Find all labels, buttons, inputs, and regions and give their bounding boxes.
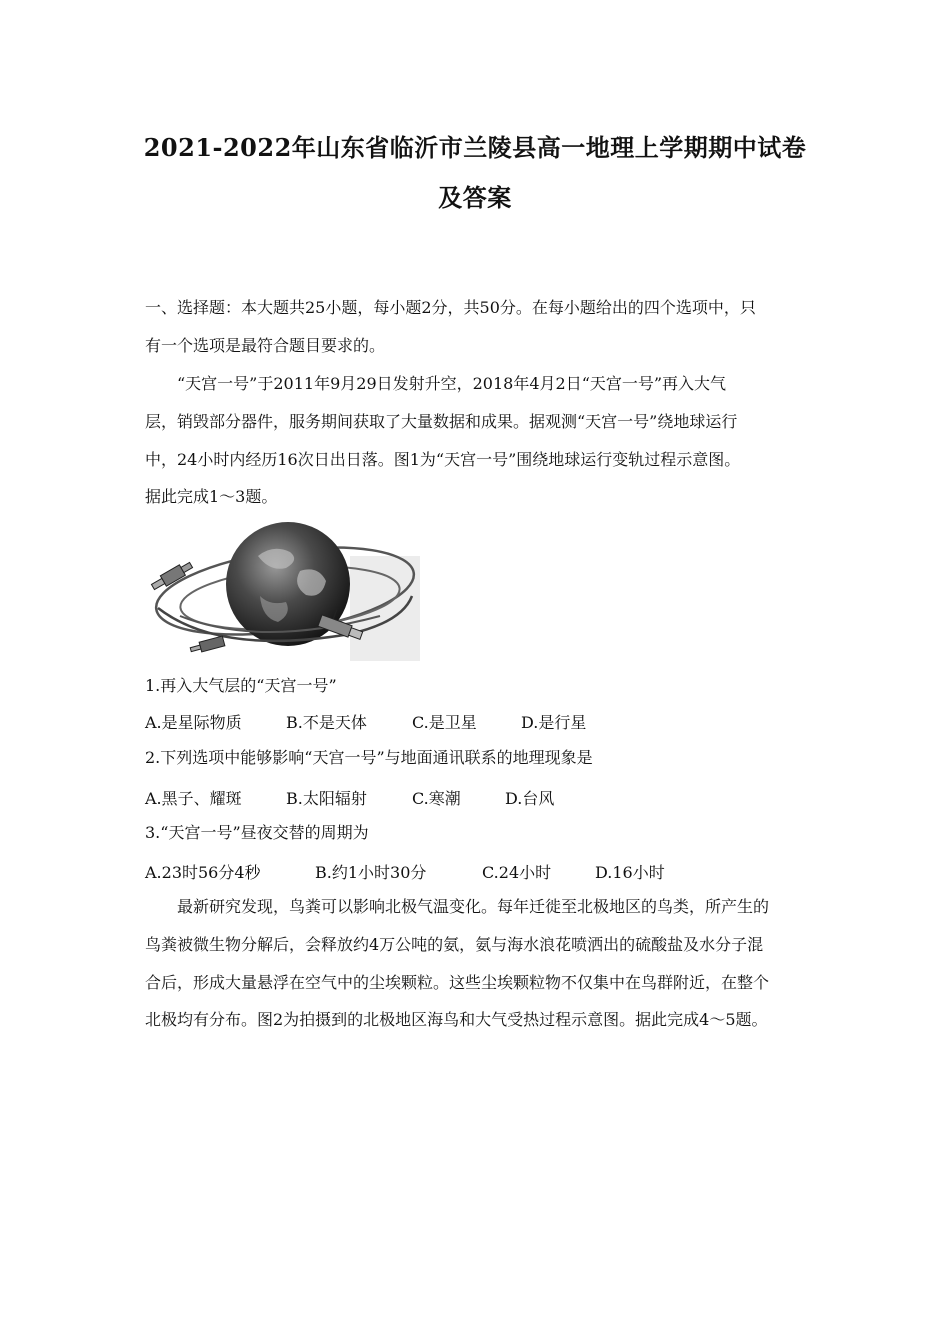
question-2-option-c: C.寒潮	[412, 789, 461, 808]
question-1-option-c: C.是卫星	[412, 713, 477, 732]
section-instruction-line-1: 一、选择题：本大题共25小题，每小题2分，共50分。在每小题给出的四个选项中，只	[145, 298, 756, 317]
passage1-line-2: 层，销毁部分器件，服务期间获取了大量数据和成果。据观测“天宫一号”绕地球运行	[145, 412, 738, 431]
section-instruction-line-2: 有一个选项是最符合题目要求的。	[145, 336, 386, 355]
question-3-option-c: C.24小时	[482, 863, 552, 882]
question-2-stem: 2.下列选项中能够影响“天宫一号”与地面通讯联系的地理现象是	[145, 748, 593, 767]
question-3-stem: 3.“天宫一号”昼夜交替的周期为	[145, 823, 369, 842]
document-title-line-2: 及答案	[438, 183, 512, 212]
passage2-line-1: 最新研究发现，鸟粪可以影响北极气温变化。每年迁徙至北极地区的鸟类，所产生的	[177, 897, 770, 916]
document-title-line-1: 2021-2022年山东省临沂市兰陵县高一地理上学期期中试卷	[143, 133, 807, 162]
tiangong-orbit-figure	[150, 516, 420, 661]
passage2-line-4: 北极均有分布。图2为拍摄到的北极地区海鸟和大气受热过程示意图。据此完成4～5题。	[145, 1010, 768, 1029]
passage1-line-4: 据此完成1～3题。	[145, 487, 278, 506]
question-2-option-d: D.台风	[505, 789, 555, 808]
passage1-line-3: 中，24小时内经历16次日出日落。图1为“天宫一号”围绕地球运行变轨过程示意图。	[145, 450, 741, 469]
passage2-line-2: 鸟粪被微生物分解后，会释放约4万公吨的氨，氨与海水浪花喷洒出的硫酸盐及水分子混	[145, 935, 764, 954]
question-2-option-b: B.太阳辐射	[286, 789, 367, 808]
question-1-stem: 1.再入大气层的“天宫一号”	[145, 676, 337, 695]
question-3-option-b: B.约1小时30分	[315, 863, 427, 882]
question-1-option-a: A.是星际物质	[145, 713, 242, 732]
question-3-option-d: D.16小时	[595, 863, 665, 882]
question-1-option-b: B.不是天体	[286, 713, 367, 732]
question-1-option-d: D.是行星	[521, 713, 587, 732]
question-3-option-a: A.23时56分4秒	[145, 863, 261, 882]
passage1-line-1: “天宫一号”于2011年9月29日发射升空，2018年4月2日“天宫一号”再入大气	[177, 374, 727, 393]
passage2-line-3: 合后，形成大量悬浮在空气中的尘埃颗粒。这些尘埃颗粒物不仅集中在鸟群附近，在整个	[145, 973, 770, 992]
question-2-option-a: A.黑子、耀斑	[145, 789, 242, 808]
